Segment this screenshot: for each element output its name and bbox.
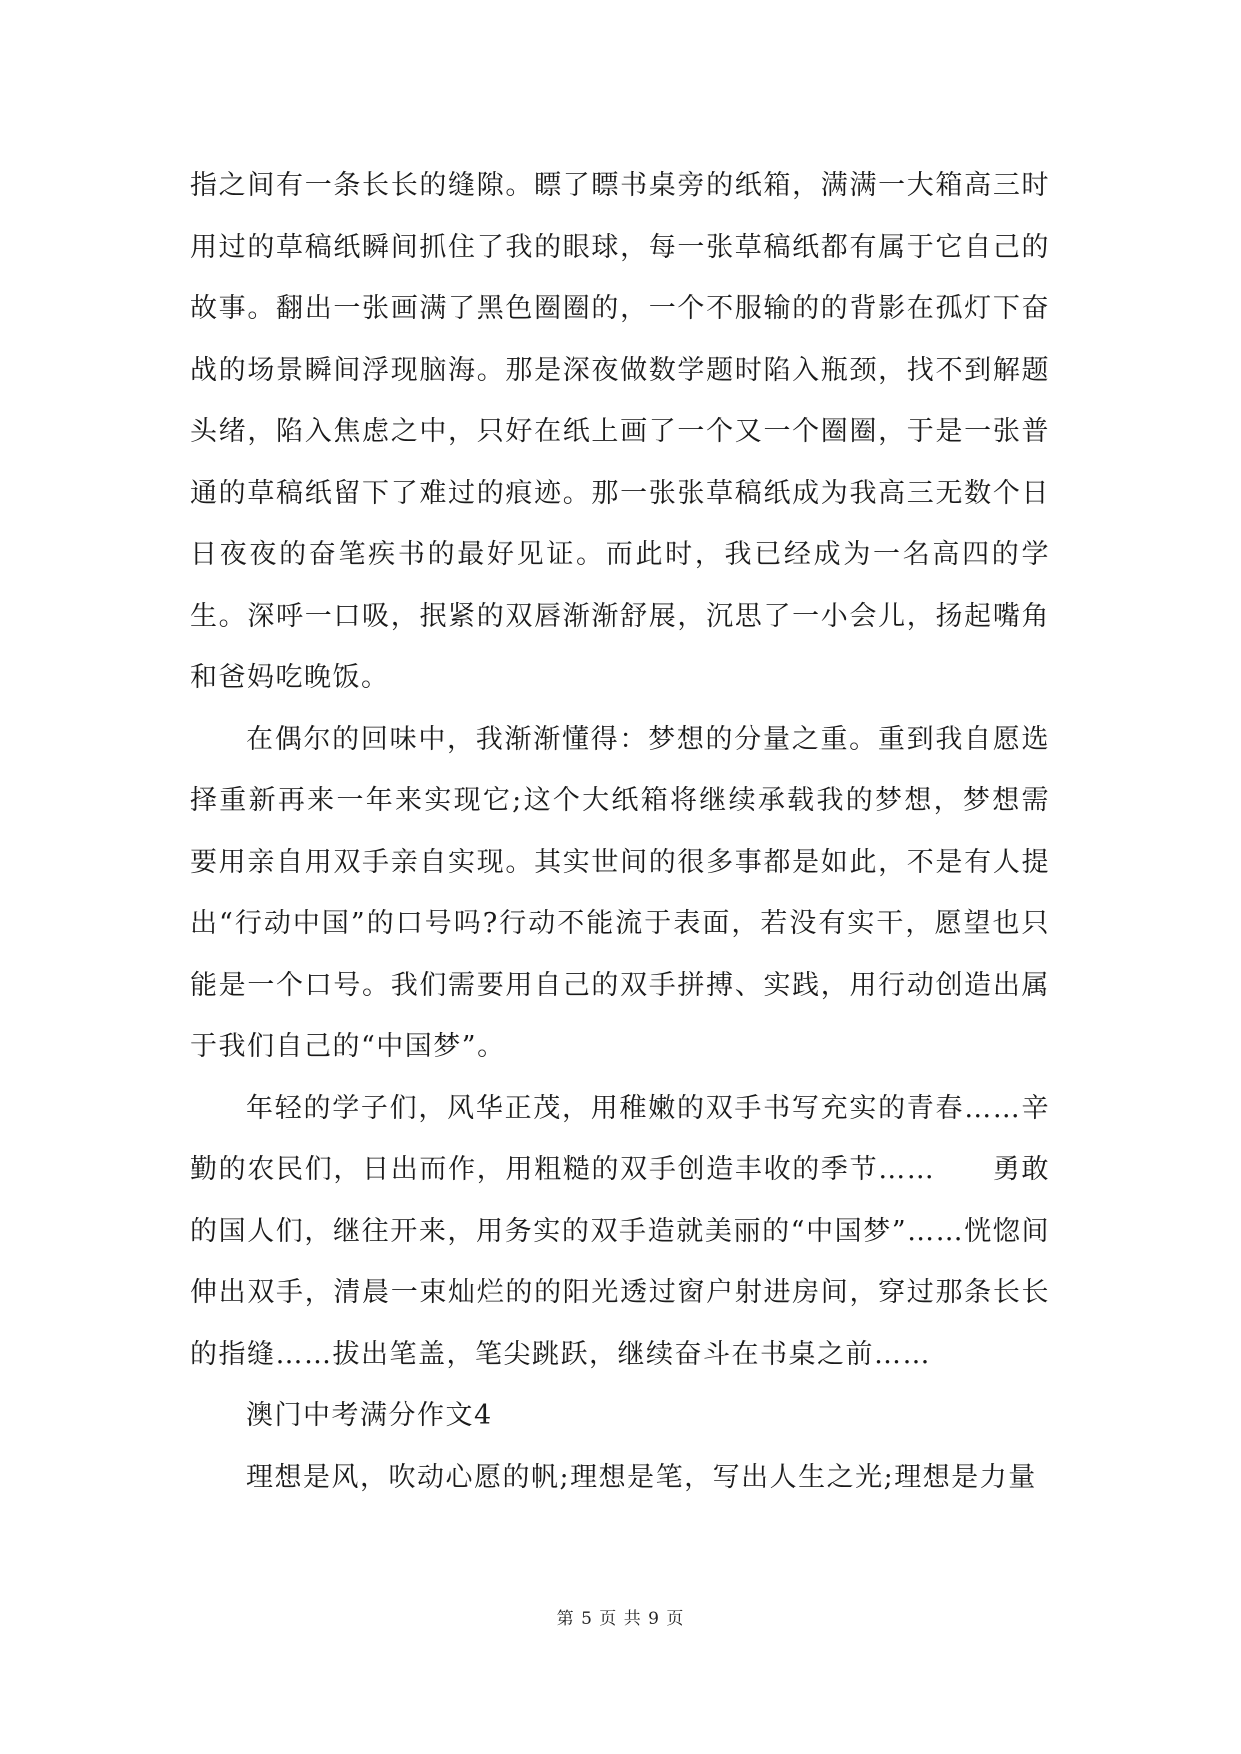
paragraph-ideal: 理想是风，吹动心愿的帆;理想是笔，写出人生之光;理想是力量 <box>246 1461 1037 1493</box>
essay-heading: 澳门中考满分作文4 <box>246 1400 493 1431</box>
paragraph-dream-weight: 在偶尔的回味中，我渐渐懂得：梦想的分量之重。重到我自愿选择重新再来一年来实现它;这个大纸箱将继续承载我的梦想，梦想需要用亲自用双手亲自实现。其实世间的很多事都是如此，不是有人提出“行动中国”的口号吗?行动不能流于表面，若没有实干，愿望也只能是一个口号。我们需要用自己的双手拼搏、实践，用行动创造出属于我们自己的“中国梦”。 <box>190 723 1050 1062</box>
page-number-footer: 第 5 页 共 9 页 <box>556 1609 685 1629</box>
paragraph-hands: 年轻的学子们，风华正茂，用稚嫩的双手书写充实的青春……辛勤的农民们，日出而作，用粗糙的双手创造丰收的季节…… 勇敢的国人们，继往开来，用务实的双手造就美丽的“中国梦”……恍惚间伸出双手，清晨一束灿烂的的阳光透过窗户射进房间，穿过那条长长的指缝……拔出笔盖，笔尖跳跃，继续奋斗在书桌之前…… <box>190 1092 1050 1370</box>
paragraph-continued: 指之间有一条长长的缝隙。瞟了瞟书桌旁的纸箱，满满一大箱高三时用过的草稿纸瞬间抓住了我的眼球，每一张草稿纸都有属于它自己的故事。翻出一张画满了黑色圈圈的，一个不服输的的背影在孤灯下奋战的场景瞬间浮现脑海。那是深夜做数学题时陷入瓶颈，找不到解题头绪，陷入焦虑之中，只好在纸上画了一个又一个圈圈，于是一张普通的草稿纸留下了难过的痕迹。那一张张草稿纸成为我高三无数个日日夜夜的奋笔疾书的最好见证。而此时，我已经成为一名高四的学生。深呼一口吸，抿紧的双唇渐渐舒展，沉思了一小会儿，扬起嘴角和爸妈吃晚饭。 <box>190 170 1050 693</box>
document-body <box>190 155 1050 1508</box>
